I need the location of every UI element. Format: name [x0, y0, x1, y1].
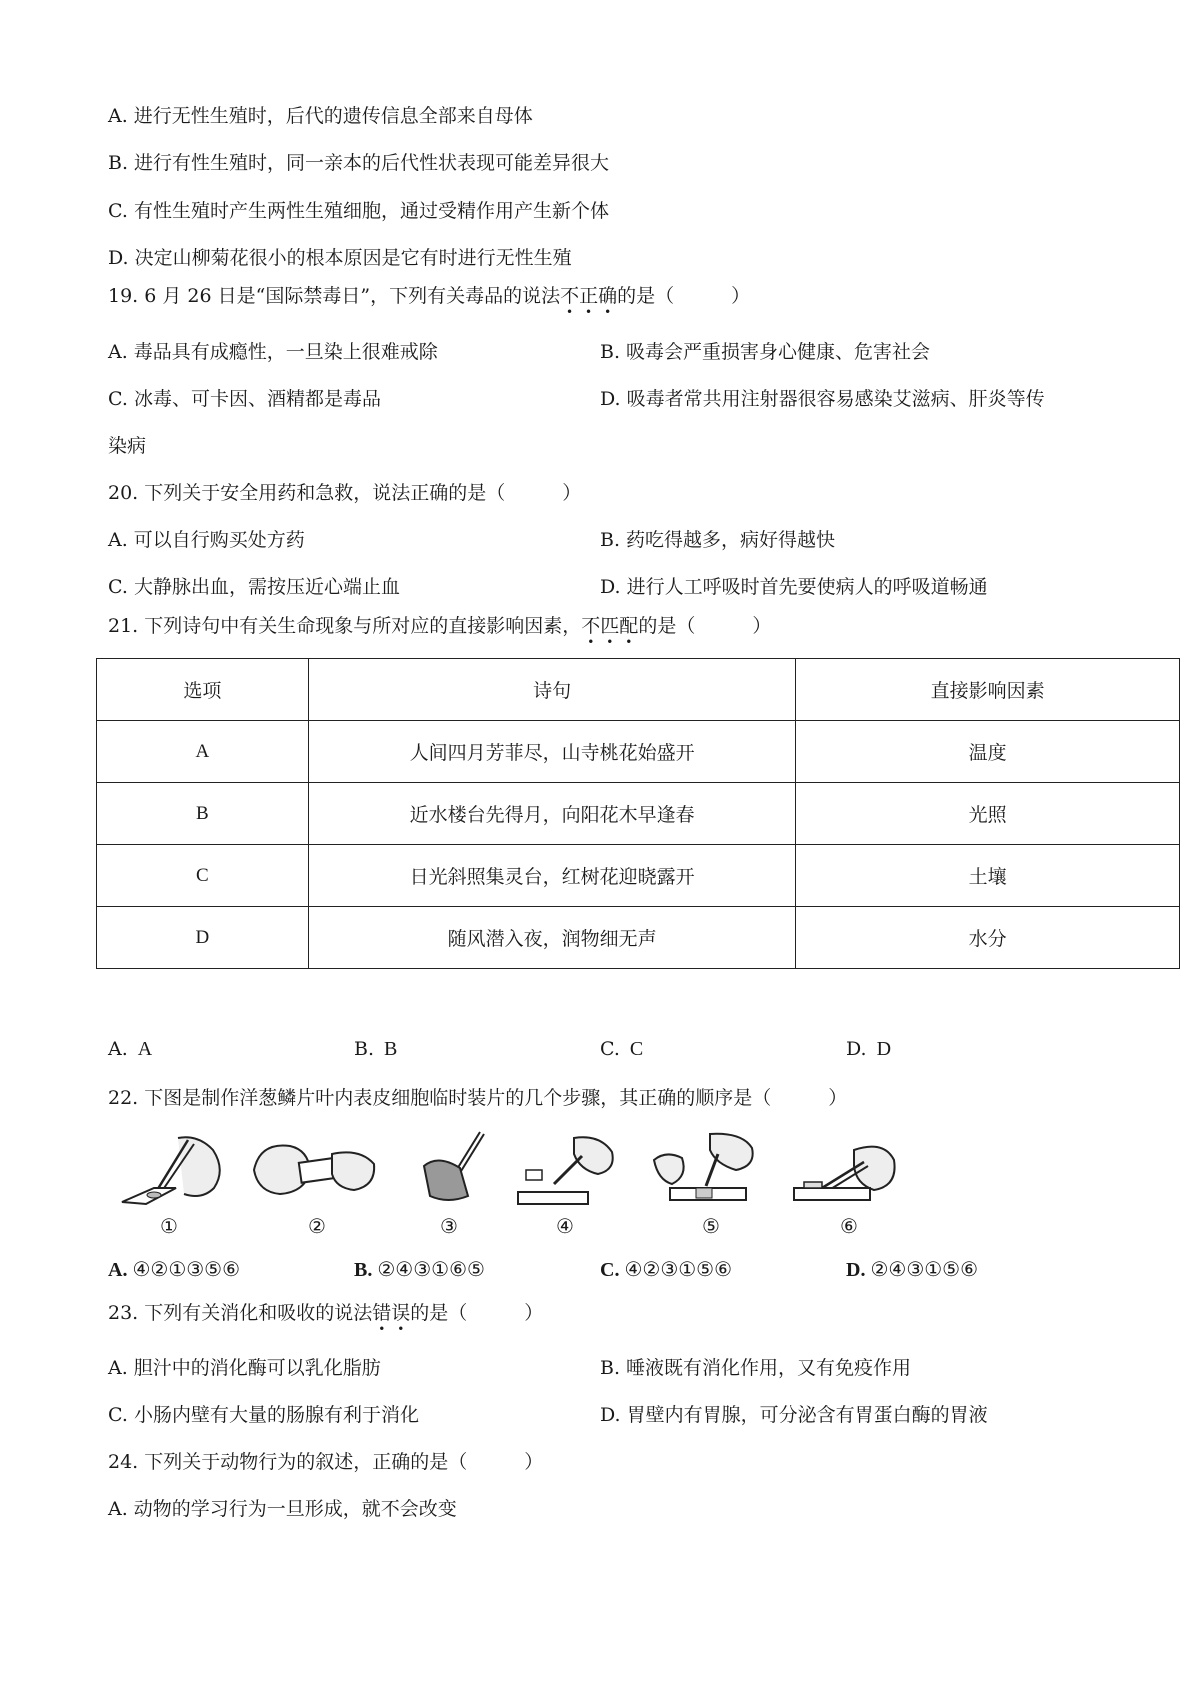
step-label: ④ — [556, 1214, 574, 1238]
answer-label: D. — [846, 1259, 866, 1281]
q19-option-c: C. 冰毒、可卡因、酒精都是毒品 — [108, 388, 381, 410]
q19-stem-before: 19. 6 月 26 日是“国际禁毒日”，下列有关毒品的说法 — [108, 285, 561, 307]
coverslip-illustration — [792, 1130, 902, 1210]
q19-emphasis-char: 不 — [560, 285, 580, 307]
q22-answer-c — [600, 1257, 732, 1282]
staining-illustration — [652, 1130, 762, 1210]
table-row — [97, 721, 1180, 783]
answer-value: ④②①③⑤⑥ — [132, 1259, 241, 1281]
q22-answer-d — [846, 1257, 978, 1282]
table-cell: C — [97, 845, 309, 907]
table-cell: D — [97, 907, 309, 969]
q24-option-a: A. 动物的学习行为一旦形成，就不会改变 — [108, 1498, 457, 1520]
q23-option-d: D. 胃壁内有胃腺，可分泌含有胃蛋白酶的胃液 — [600, 1404, 988, 1426]
q22-answer-a — [108, 1257, 240, 1282]
table-header: 选项 — [97, 659, 309, 721]
q18-option-b: B. 进行有性生殖时，同一亲本的后代性状表现可能差异很大 — [108, 152, 610, 174]
q20-option-d: D. 进行人工呼吸时首先要使病人的呼吸道畅通 — [600, 576, 988, 598]
q23-stem-before: 23. 下列有关消化和吸收的说法 — [108, 1302, 373, 1324]
q23-option-c: C. 小肠内壁有大量的肠腺有利于消化 — [108, 1404, 419, 1426]
answer-label: A. — [108, 1038, 128, 1060]
q19-emphasis-char: 确 — [598, 285, 618, 307]
q19-stem-after: 的是（ ） — [617, 285, 751, 307]
table-cell: 土壤 — [796, 845, 1180, 907]
q22-stem: 22. 下图是制作洋葱鳞片叶内表皮细胞临时装片的几个步骤，其正确的顺序是（ ） — [108, 1087, 848, 1109]
table-row — [97, 907, 1180, 969]
q21-emphasis-char: 匹 — [600, 615, 620, 637]
q21-answer-c — [600, 1038, 643, 1061]
answer-label: C. — [600, 1259, 620, 1281]
step-label: ⑤ — [702, 1214, 720, 1238]
q19-stem — [108, 283, 750, 309]
table-cell: 温度 — [796, 721, 1180, 783]
step-label: ⑥ — [840, 1214, 858, 1238]
q23-emphasis-char: 错 — [372, 1302, 392, 1324]
q19-option-a: A. 毒品具有成瘾性，一旦染上很难戒除 — [108, 341, 438, 363]
table-cell: 日光斜照集灵台，红树花迎晓露开 — [308, 845, 796, 907]
table-row — [97, 783, 1180, 845]
q20-option-a: A. 可以自行购买处方药 — [108, 529, 305, 551]
table-cell: 随风潜入夜，润物细无声 — [308, 907, 796, 969]
q19-option-d-continued: 染病 — [108, 435, 147, 457]
table-header: 直接影响因素 — [796, 659, 1180, 721]
q18-option-c: C. 有性生殖时产生两性生殖细胞，通过受精作用产生新个体 — [108, 200, 609, 222]
answer-label: C. — [600, 1038, 620, 1060]
q23-stem-after: 的是（ ） — [410, 1302, 544, 1324]
q21-emphasis-char: 配 — [619, 615, 639, 637]
step-3-figure — [418, 1130, 488, 1238]
answer-label: D. — [846, 1038, 867, 1060]
q23-option-a: A. 胆汁中的消化酶可以乳化脂肪 — [108, 1357, 381, 1379]
q21-emphasis-char: 不 — [581, 615, 601, 637]
q21-stem-after: 的是（ ） — [638, 615, 772, 637]
q19-option-d: D. 吸毒者常共用注射器很容易感染艾滋病、肝炎等传 — [600, 388, 1045, 410]
q21-answer-d — [846, 1038, 891, 1061]
q18-option-a: A. 进行无性生殖时，后代的遗传信息全部来自母体 — [108, 105, 533, 127]
answer-value: B — [384, 1038, 398, 1060]
answer-value: C — [629, 1038, 644, 1060]
q22-answer-b — [354, 1257, 485, 1282]
answer-value: ④②③①⑤⑥ — [624, 1259, 733, 1281]
answer-value: ②④③①⑥⑤ — [377, 1259, 485, 1281]
table-cell: 人间四月芳菲尽，山寺桃花始盛开 — [308, 721, 796, 783]
answer-value: A — [137, 1038, 153, 1060]
step-2-figure — [250, 1130, 380, 1238]
q20-option-c: C. 大静脉出血，需按压近心端止血 — [108, 576, 400, 598]
table-header-row — [97, 659, 1180, 721]
step-label: ① — [160, 1214, 178, 1238]
table-cell: 光照 — [796, 783, 1180, 845]
step-6-figure — [792, 1130, 902, 1238]
table-header: 诗句 — [308, 659, 796, 721]
step-1-figure — [118, 1130, 228, 1238]
q20-stem: 20. 下列关于安全用药和急救，说法正确的是（ ） — [108, 482, 582, 504]
q19-option-b: B. 吸毒会严重损害身心健康、危害社会 — [600, 341, 931, 363]
q21-answer-b — [354, 1038, 397, 1061]
q23-emphasis-char: 误 — [391, 1302, 411, 1324]
answer-value: D — [876, 1038, 892, 1060]
q21-answer-a — [108, 1038, 152, 1061]
q21-stem-before: 21. 下列诗句中有关生命现象与所对应的直接影响因素， — [108, 615, 582, 637]
step-label: ② — [308, 1214, 326, 1238]
answer-label: B. — [354, 1038, 375, 1060]
table-cell: 水分 — [796, 907, 1180, 969]
step-5-figure — [652, 1130, 762, 1238]
q23-option-b: B. 唾液既有消化作用，又有免疫作用 — [600, 1357, 912, 1379]
q23-stem — [108, 1300, 543, 1326]
q21-table — [96, 658, 1180, 969]
q19-emphasis-char: 正 — [579, 285, 599, 307]
table-cell: B — [97, 783, 309, 845]
answer-label: B. — [354, 1259, 373, 1281]
q24-stem: 24. 下列关于动物行为的叙述，正确的是（ ） — [108, 1451, 544, 1473]
table-cell: A — [97, 721, 309, 783]
tweezers-hand-illustration — [118, 1130, 228, 1210]
step-4-figure — [512, 1130, 622, 1238]
wiping-slide-illustration — [250, 1130, 380, 1210]
table-row — [97, 845, 1180, 907]
q21-stem — [108, 613, 771, 639]
q20-option-b: B. 药吃得越多，病好得越快 — [600, 529, 836, 551]
dropper-illustration — [512, 1130, 622, 1210]
answer-label: A. — [108, 1259, 128, 1281]
table-cell: 近水楼台先得月，向阳花木早逢春 — [308, 783, 796, 845]
step-label: ③ — [440, 1214, 458, 1238]
onion-scale-illustration — [418, 1130, 488, 1210]
answer-value: ②④③①⑤⑥ — [870, 1259, 979, 1281]
q18-option-d: D. 决定山柳菊花很小的根本原因是它有时进行无性生殖 — [108, 247, 572, 269]
